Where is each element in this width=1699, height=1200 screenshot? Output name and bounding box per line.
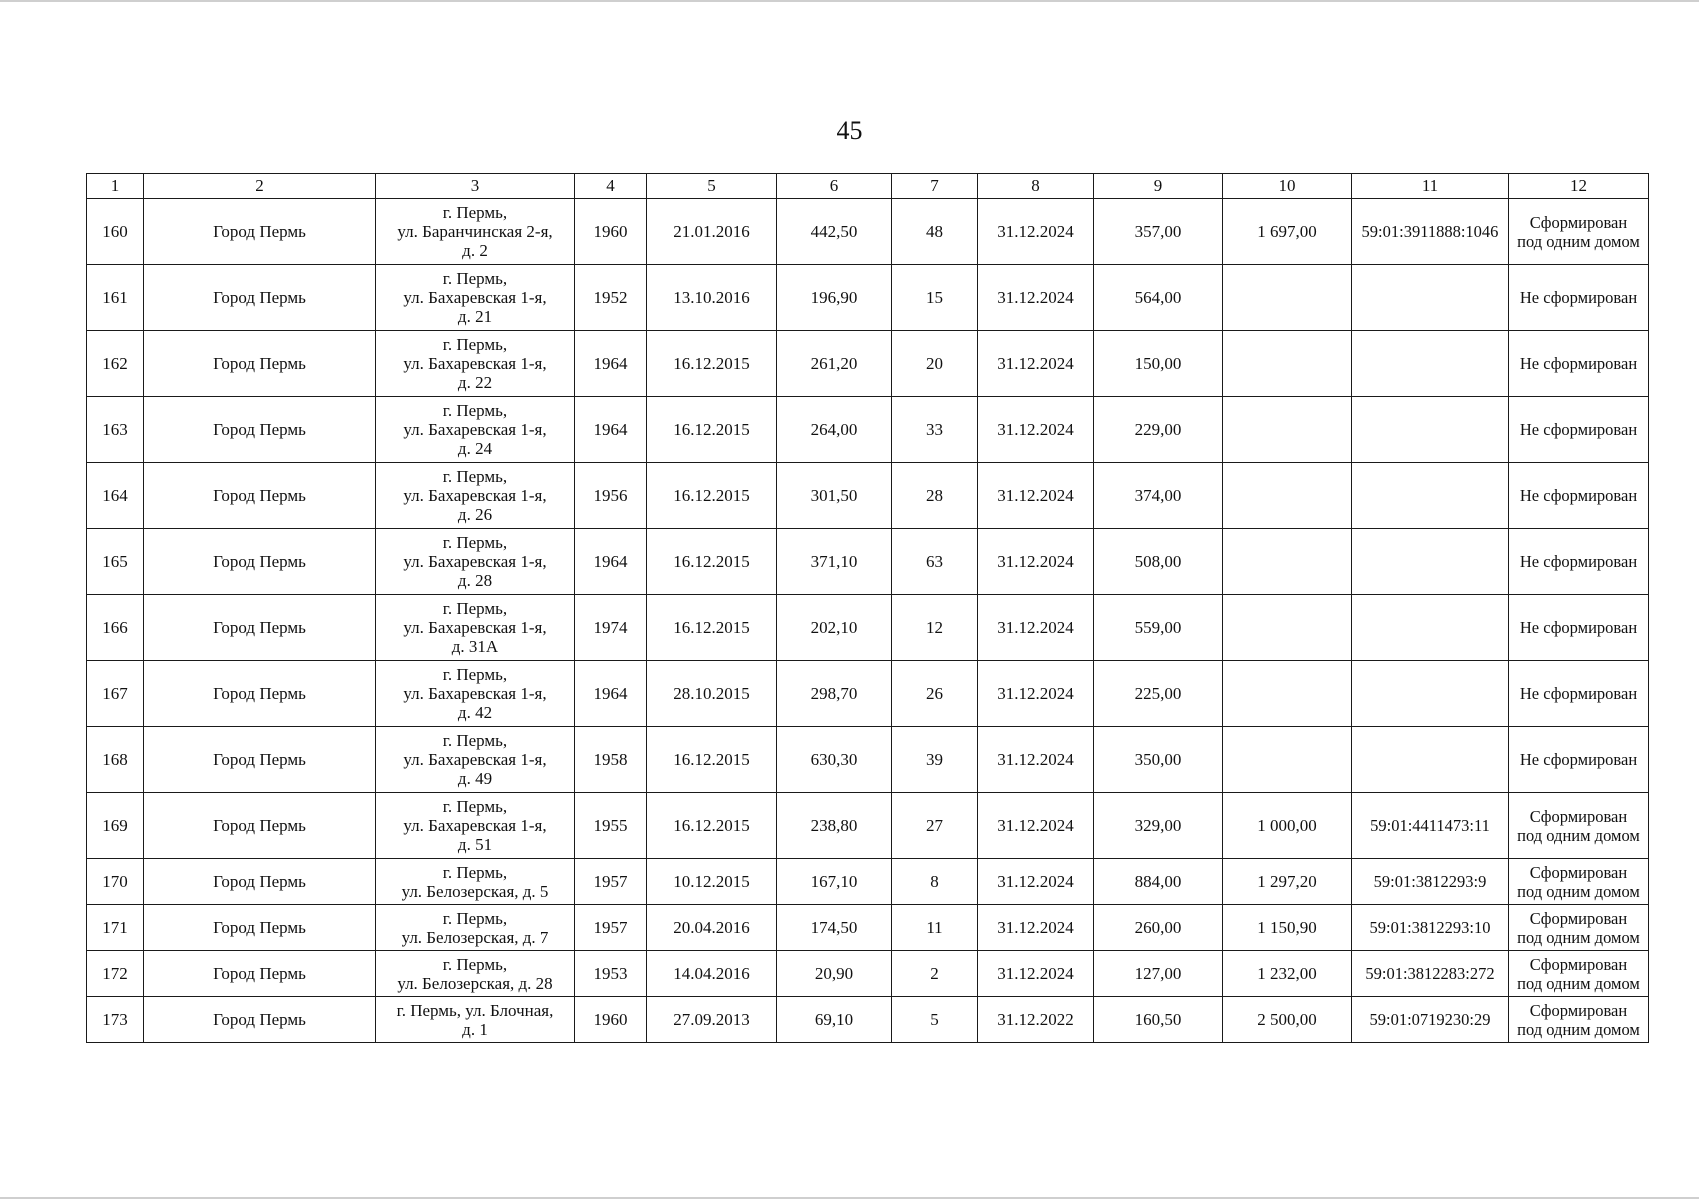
table-row [87,397,1649,463]
cadastral-number [1352,529,1509,595]
land-area [1223,529,1352,595]
year-built: 1964 [575,661,647,727]
area: 442,50 [777,199,892,265]
land-status: Сформирован под одним домом [1509,951,1649,997]
recognition-date: 16.12.2015 [647,463,777,529]
planned-date: 31.12.2024 [978,905,1094,951]
recognition-date: 28.10.2015 [647,661,777,727]
address: г. Пермь, ул. Бахаревская 1-я, д. 24 [376,397,575,463]
municipality: Город Пермь [144,265,376,331]
residents-count: 15 [892,265,978,331]
cadastral-number [1352,331,1509,397]
row-number: 167 [87,661,144,727]
address: г. Пермь, ул. Блочная, д. 1 [376,997,575,1043]
row-number: 161 [87,265,144,331]
year-built: 1964 [575,397,647,463]
recognition-date: 20.04.2016 [647,905,777,951]
row-number: 165 [87,529,144,595]
residents-count: 5 [892,997,978,1043]
cadastral-number: 59:01:3812293:10 [1352,905,1509,951]
cadastral-number: 59:01:3911888:1046 [1352,199,1509,265]
table-row [87,463,1649,529]
year-built: 1952 [575,265,647,331]
value-9: 160,50 [1094,997,1223,1043]
land-status: Сформирован под одним домом [1509,997,1649,1043]
cadastral-number: 59:01:3812283:272 [1352,951,1509,997]
recognition-date: 16.12.2015 [647,397,777,463]
area: 196,90 [777,265,892,331]
column-header: 6 [777,174,892,199]
residents-count: 26 [892,661,978,727]
cadastral-number [1352,463,1509,529]
cadastral-number [1352,727,1509,793]
year-built: 1956 [575,463,647,529]
row-number: 168 [87,727,144,793]
year-built: 1974 [575,595,647,661]
column-header: 10 [1223,174,1352,199]
land-area: 1 150,90 [1223,905,1352,951]
value-9: 127,00 [1094,951,1223,997]
row-number: 164 [87,463,144,529]
area: 371,10 [777,529,892,595]
residents-count: 33 [892,397,978,463]
planned-date: 31.12.2024 [978,463,1094,529]
column-header: 4 [575,174,647,199]
residents-count: 20 [892,331,978,397]
table-row [87,595,1649,661]
planned-date: 31.12.2024 [978,951,1094,997]
cadastral-number [1352,265,1509,331]
address: г. Пермь, ул. Бахаревская 1-я, д. 31А [376,595,575,661]
value-9: 564,00 [1094,265,1223,331]
table-row [87,331,1649,397]
land-status: Не сформирован [1509,529,1649,595]
municipality: Город Пермь [144,331,376,397]
value-9: 229,00 [1094,397,1223,463]
column-header: 7 [892,174,978,199]
cadastral-number: 59:01:3812293:9 [1352,859,1509,905]
recognition-date: 14.04.2016 [647,951,777,997]
land-area: 2 500,00 [1223,997,1352,1043]
land-status: Сформирован под одним домом [1509,905,1649,951]
value-9: 225,00 [1094,661,1223,727]
row-number: 166 [87,595,144,661]
land-status: Не сформирован [1509,463,1649,529]
column-header: 1 [87,174,144,199]
row-number: 172 [87,951,144,997]
address: г. Пермь, ул. Баранчинская 2-я, д. 2 [376,199,575,265]
land-status: Не сформирован [1509,727,1649,793]
municipality: Город Пермь [144,529,376,595]
row-number: 169 [87,793,144,859]
row-number: 170 [87,859,144,905]
area: 264,00 [777,397,892,463]
land-area [1223,661,1352,727]
address: г. Пермь, ул. Белозерская, д. 28 [376,951,575,997]
land-area: 1 232,00 [1223,951,1352,997]
municipality: Город Пермь [144,997,376,1043]
year-built: 1957 [575,859,647,905]
column-header: 9 [1094,174,1223,199]
address: г. Пермь, ул. Бахаревская 1-я, д. 42 [376,661,575,727]
row-number: 171 [87,905,144,951]
planned-date: 31.12.2024 [978,595,1094,661]
municipality: Город Пермь [144,595,376,661]
land-status: Не сформирован [1509,661,1649,727]
year-built: 1958 [575,727,647,793]
value-9: 150,00 [1094,331,1223,397]
area: 238,80 [777,793,892,859]
scan-bottom-edge [0,1197,1699,1199]
area: 202,10 [777,595,892,661]
recognition-date: 27.09.2013 [647,997,777,1043]
residents-count: 39 [892,727,978,793]
land-area [1223,463,1352,529]
municipality: Город Пермь [144,951,376,997]
residents-count: 63 [892,529,978,595]
municipality: Город Пермь [144,727,376,793]
recognition-date: 21.01.2016 [647,199,777,265]
planned-date: 31.12.2024 [978,859,1094,905]
cadastral-number [1352,595,1509,661]
table-row [87,951,1649,997]
page-number: 45 [836,116,863,145]
land-status: Сформирован под одним домом [1509,199,1649,265]
land-area: 1 697,00 [1223,199,1352,265]
column-header: 11 [1352,174,1509,199]
municipality: Город Пермь [144,793,376,859]
year-built: 1964 [575,331,647,397]
land-area [1223,265,1352,331]
value-9: 357,00 [1094,199,1223,265]
address: г. Пермь, ул. Бахаревская 1-я, д. 21 [376,265,575,331]
municipality: Город Пермь [144,463,376,529]
land-area: 1 297,20 [1223,859,1352,905]
scan-top-edge [0,0,1699,2]
year-built: 1964 [575,529,647,595]
area: 167,10 [777,859,892,905]
planned-date: 31.12.2024 [978,397,1094,463]
year-built: 1953 [575,951,647,997]
land-area [1223,595,1352,661]
table-row [87,905,1649,951]
recognition-date: 16.12.2015 [647,595,777,661]
table-row [87,859,1649,905]
address: г. Пермь, ул. Бахаревская 1-я, д. 49 [376,727,575,793]
land-status: Не сформирован [1509,265,1649,331]
municipality: Город Пермь [144,859,376,905]
column-header: 8 [978,174,1094,199]
year-built: 1960 [575,199,647,265]
cadastral-number [1352,661,1509,727]
planned-date: 31.12.2024 [978,793,1094,859]
land-area [1223,727,1352,793]
recognition-date: 16.12.2015 [647,529,777,595]
table-row [87,529,1649,595]
column-header: 3 [376,174,575,199]
recognition-date: 16.12.2015 [647,331,777,397]
address: г. Пермь, ул. Белозерская, д. 5 [376,859,575,905]
value-9: 884,00 [1094,859,1223,905]
land-area: 1 000,00 [1223,793,1352,859]
recognition-date: 10.12.2015 [647,859,777,905]
table-row [87,727,1649,793]
residents-count: 11 [892,905,978,951]
municipality: Город Пермь [144,905,376,951]
column-header: 5 [647,174,777,199]
residents-count: 2 [892,951,978,997]
land-status: Не сформирован [1509,595,1649,661]
land-status: Не сформирован [1509,397,1649,463]
value-9: 559,00 [1094,595,1223,661]
value-9: 508,00 [1094,529,1223,595]
planned-date: 31.12.2022 [978,997,1094,1043]
area: 69,10 [777,997,892,1043]
land-area [1223,397,1352,463]
year-built: 1955 [575,793,647,859]
cadastral-number [1352,397,1509,463]
area: 20,90 [777,951,892,997]
cadastral-number: 59:01:4411473:11 [1352,793,1509,859]
address: г. Пермь, ул. Белозерская, д. 7 [376,905,575,951]
planned-date: 31.12.2024 [978,529,1094,595]
value-9: 329,00 [1094,793,1223,859]
address: г. Пермь, ул. Бахаревская 1-я, д. 28 [376,529,575,595]
land-status: Не сформирован [1509,331,1649,397]
address: г. Пермь, ул. Бахаревская 1-я, д. 22 [376,331,575,397]
year-built: 1957 [575,905,647,951]
value-9: 260,00 [1094,905,1223,951]
area: 298,70 [777,661,892,727]
column-header: 2 [144,174,376,199]
residents-count: 27 [892,793,978,859]
column-number-row [87,174,1649,199]
row-number: 163 [87,397,144,463]
land-status: Сформирован под одним домом [1509,793,1649,859]
area: 261,20 [777,331,892,397]
area: 174,50 [777,905,892,951]
municipality: Город Пермь [144,199,376,265]
address: г. Пермь, ул. Бахаревская 1-я, д. 51 [376,793,575,859]
table-row [87,997,1649,1043]
residents-count: 12 [892,595,978,661]
land-status: Сформирован под одним домом [1509,859,1649,905]
area: 630,30 [777,727,892,793]
row-number: 160 [87,199,144,265]
table-row [87,661,1649,727]
row-number: 162 [87,331,144,397]
municipality: Город Пермь [144,397,376,463]
housing-registry-table [86,173,1649,1043]
address: г. Пермь, ул. Бахаревская 1-я, д. 26 [376,463,575,529]
planned-date: 31.12.2024 [978,661,1094,727]
table-row [87,793,1649,859]
recognition-date: 16.12.2015 [647,793,777,859]
column-header: 12 [1509,174,1649,199]
planned-date: 31.12.2024 [978,199,1094,265]
planned-date: 31.12.2024 [978,331,1094,397]
table-row [87,199,1649,265]
value-9: 350,00 [1094,727,1223,793]
residents-count: 8 [892,859,978,905]
land-area [1223,331,1352,397]
municipality: Город Пермь [144,661,376,727]
residents-count: 28 [892,463,978,529]
row-number: 173 [87,997,144,1043]
value-9: 374,00 [1094,463,1223,529]
year-built: 1960 [575,997,647,1043]
cadastral-number: 59:01:0719230:29 [1352,997,1509,1043]
table-row [87,265,1649,331]
recognition-date: 13.10.2016 [647,265,777,331]
planned-date: 31.12.2024 [978,727,1094,793]
residents-count: 48 [892,199,978,265]
area: 301,50 [777,463,892,529]
recognition-date: 16.12.2015 [647,727,777,793]
planned-date: 31.12.2024 [978,265,1094,331]
